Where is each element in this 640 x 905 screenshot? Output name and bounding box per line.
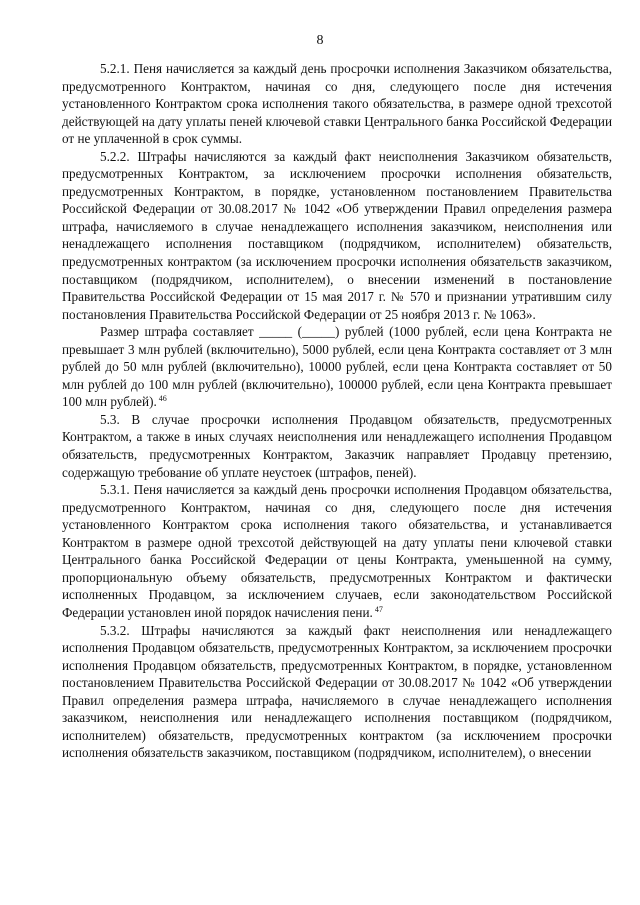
- paragraph-text: 5.3.2. Штрафы начисляются за каждый факт неисполнения или ненадлежащего исполнения Продавцом обязательств, предусмотренных Контрактом, за исключением просрочки исполнения Продавцом обязательств, предусмотренных Контрактом, в порядке, установленном постановлением Правительства Российской Федерации от 30.08.2017 № 1042 «Об утверждении Правил определения размера штрафа, начисляемого в случае ненадлежащего исполнения заказчиком, неисполнения или ненадлежащего исполнения поставщиком (подрядчиком, исполнителем) обязательств, предусмотренных контрактом (за исключением просрочки исполнения обязательств заказчиком, поставщиком (подрядчиком, исполнителем), о внесении: [62, 622, 612, 761]
- paragraph-5-3-2: [62, 622, 612, 762]
- page-number: 8: [316, 33, 324, 48]
- document-body: [62, 60, 612, 762]
- paragraph-text: 5.3.1. Пеня начисляется за каждый день просрочки исполнения Продавцом обязательства, предусмотренного Контрактом, начиная со дня, следующего после дня истечения установленного Контрактом срока исполнения такого обязательства, и устанавливается Контрактом в размере одной трехсотой действующей на дату уплаты пени ключевой ставки Центрального банка Российской Федерации от цены Контракта, уменьшенной на сумму, пропорциональную объему обязательств, предусмотренных Контрактом и фактически исполненных Продавцом, за исключением случаев, если законодательством Российской Федерации установлен иной порядок начисления пени.: [62, 482, 612, 620]
- paragraph-text: 5.2.1. Пеня начисляется за каждый день просрочки исполнения Заказчиком обязательства, предусмотренного Контрактом, начиная со дня, следующего после дня истечения установленного Контрактом срока исполнения такого обязательства, в размере одной трехсотой действующей на дату уплаты пеней ключевой ставки Центрального банка Российской Федерации от не уплаченной в срок суммы.: [62, 61, 612, 147]
- paragraph-5-2-2: [62, 148, 612, 323]
- footnote-ref: 46: [158, 394, 167, 404]
- paragraph-5-2-1: [62, 60, 612, 148]
- paragraph-text: 5.3. В случае просрочки исполнения Продавцом обязательств, предусмотренных Контрактом, а также в иных случаях неисполнения или ненадлежащего исполнения Продавцом обязательств, предусмотренных Контрактом, Заказчик направляет Продавцу претензию, содержащую требование об уплате неустоек (штрафов, пеней).: [62, 411, 612, 480]
- footnote-ref: 47: [374, 604, 383, 614]
- paragraph-fine-amount: [62, 323, 612, 411]
- paragraph-5-3-1: [62, 481, 612, 621]
- paragraph-text: Размер штрафа составляет _____ (_____) рублей (1000 рублей, если цена Контракта не превышает 3 млн рублей (включительно), 5000 рублей, если цена Контракта составляет от 3 млн рублей до 50 млн рублей (включительно), 10000 рублей, если цена Контракта составляет от 50 млн рублей до 100 млн рублей (включительно), 100000 рублей, если цена Контракта превышает 100 млн рублей).: [62, 324, 612, 410]
- paragraph-text: 5.2.2. Штрафы начисляются за каждый факт неисполнения Заказчиком обязательств, предусмотренных Контрактом, за исключением просрочки исполнения обязательств, предусмотренных Контрактом, в порядке, установленном постановлением Правительства Российской Федерации от 30.08.2017 № 1042 «Об утверждении Правил определения размера штрафа, начисляемого в случае ненадлежащего исполнения заказчиком, неисполнения или ненадлежащего исполнения поставщиком (подрядчиком, исполнителем) обязательств, предусмотренных контрактом (за исключением просрочки исполнения обязательств заказчиком, поставщиком (подрядчиком, исполнителем), о внесении изменений в постановление Правительства Российской Федерации от 15 мая 2017 г. № 570 и признании утратившим силу постановления Правительства Российской Федерации от 25 ноября 2013 г. № 1063».: [62, 148, 612, 322]
- paragraph-5-3: [62, 411, 612, 481]
